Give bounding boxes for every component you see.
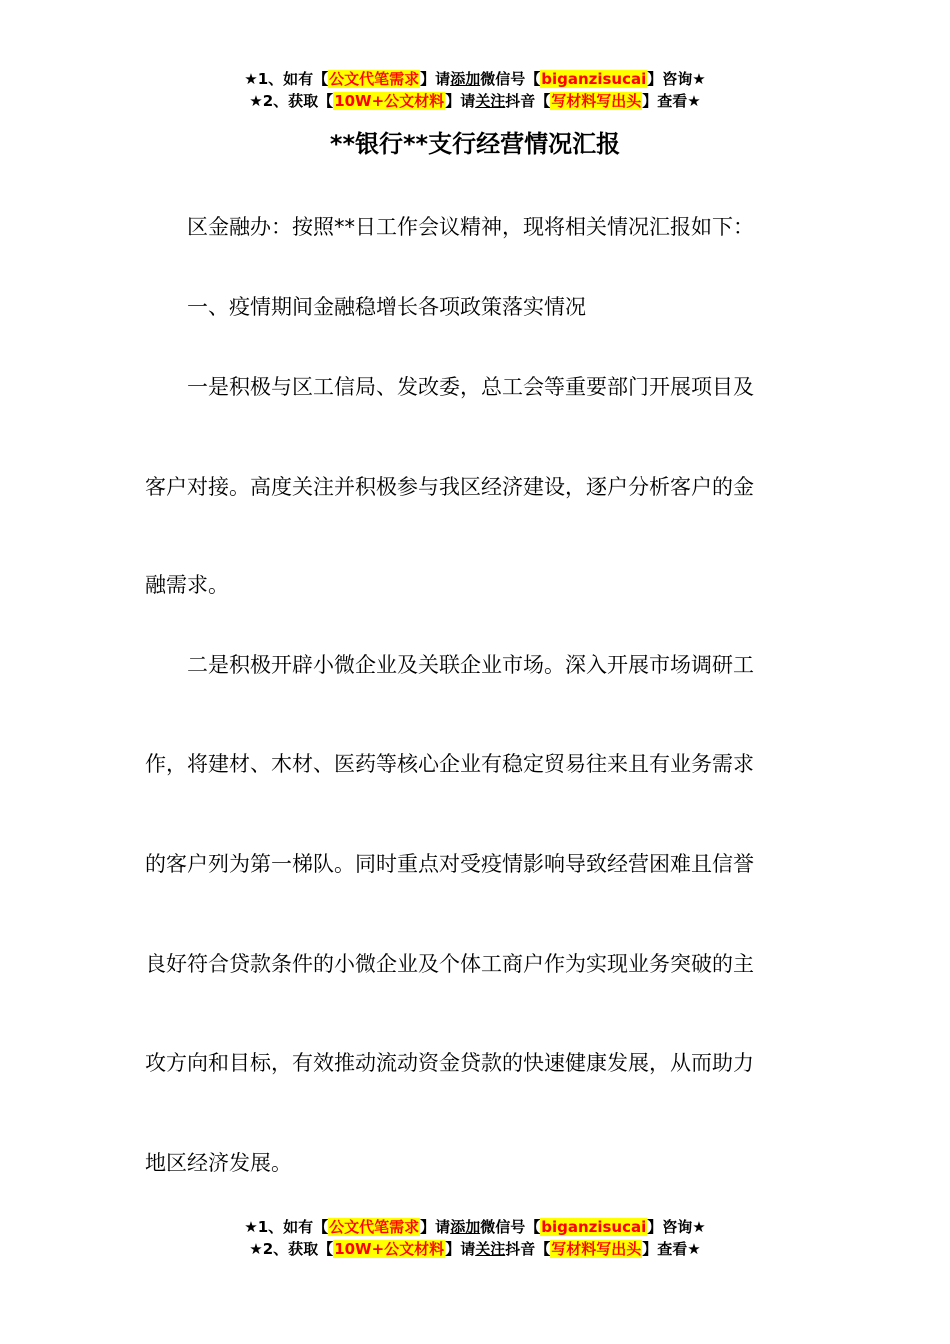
body-line: 攻方向和目标，有效推动流动资金贷款的快速健康发展，从而助力	[145, 1051, 754, 1075]
banner-text: 抖音【	[505, 1240, 551, 1258]
body-line: 客户对接。高度关注并积极参与我区经济建设，逐户分析客户的金	[145, 475, 754, 499]
body-line: 一是积极与区工信局、发改委，总工会等重要部门开展项目及	[187, 375, 754, 399]
banner-text: ★1、如有【	[244, 70, 329, 88]
banner-line-2	[0, 90, 950, 112]
body-line: 二是积极开辟小微企业及关联企业市场。深入开展市场调研工	[187, 653, 754, 677]
footer-banner	[0, 1216, 950, 1260]
banner-text: ★2、获取【	[249, 92, 334, 110]
banner-text: 】请	[420, 70, 451, 88]
banner-text: 】查看★	[642, 92, 701, 110]
body-line: 良好符合贷款条件的小微企业及个体工商户作为实现业务突破的主	[145, 952, 754, 976]
banner-line-1	[0, 1216, 950, 1238]
body-line: 作，将建材、木材、医药等核心企业有稳定贸易往来且有业务需求	[145, 752, 754, 776]
banner-text: ★2、获取【	[249, 1240, 334, 1258]
banner-highlight: 公文代笔需求	[329, 1218, 420, 1236]
section-heading: 一、疫情期间金融稳增长各项政策落实情况	[187, 295, 586, 319]
banner-text: 】咨询★	[647, 70, 706, 88]
banner-underlined: 添加	[450, 1218, 481, 1236]
banner-highlight: 10W+公文材料	[334, 92, 445, 110]
banner-text: 抖音【	[505, 92, 551, 110]
banner-text: 】请	[445, 1240, 476, 1258]
banner-highlight: biganzisucai	[541, 1218, 647, 1236]
salutation-line: 区金融办：按照**日工作会议精神，现将相关情况汇报如下：	[187, 215, 754, 239]
banner-underlined: 添加	[450, 70, 481, 88]
banner-text: 微信号【	[480, 1218, 541, 1236]
banner-underlined: 关注	[475, 92, 506, 110]
document-title: **银行**支行经营情况汇报	[329, 130, 621, 158]
banner-text: 】请	[445, 92, 476, 110]
body-line: 的客户列为第一梯队。同时重点对受疫情影响导致经营困难且信誉	[145, 852, 754, 876]
banner-text: 】查看★	[642, 1240, 701, 1258]
banner-line-1	[0, 68, 950, 90]
banner-text: 微信号【	[480, 70, 541, 88]
banner-text: 】请	[420, 1218, 451, 1236]
banner-text: 】咨询★	[647, 1218, 706, 1236]
body-line: 融需求。	[145, 573, 229, 597]
header-banner	[0, 68, 950, 112]
banner-text: ★1、如有【	[244, 1218, 329, 1236]
banner-underlined: 关注	[475, 1240, 506, 1258]
banner-highlight: 10W+公文材料	[334, 1240, 445, 1258]
banner-highlight: biganzisucai	[541, 70, 647, 88]
body-line: 地区经济发展。	[145, 1151, 292, 1175]
banner-highlight: 公文代笔需求	[329, 70, 420, 88]
banner-highlight: 写材料写出头	[551, 92, 642, 110]
banner-line-2	[0, 1238, 950, 1260]
banner-highlight: 写材料写出头	[551, 1240, 642, 1258]
